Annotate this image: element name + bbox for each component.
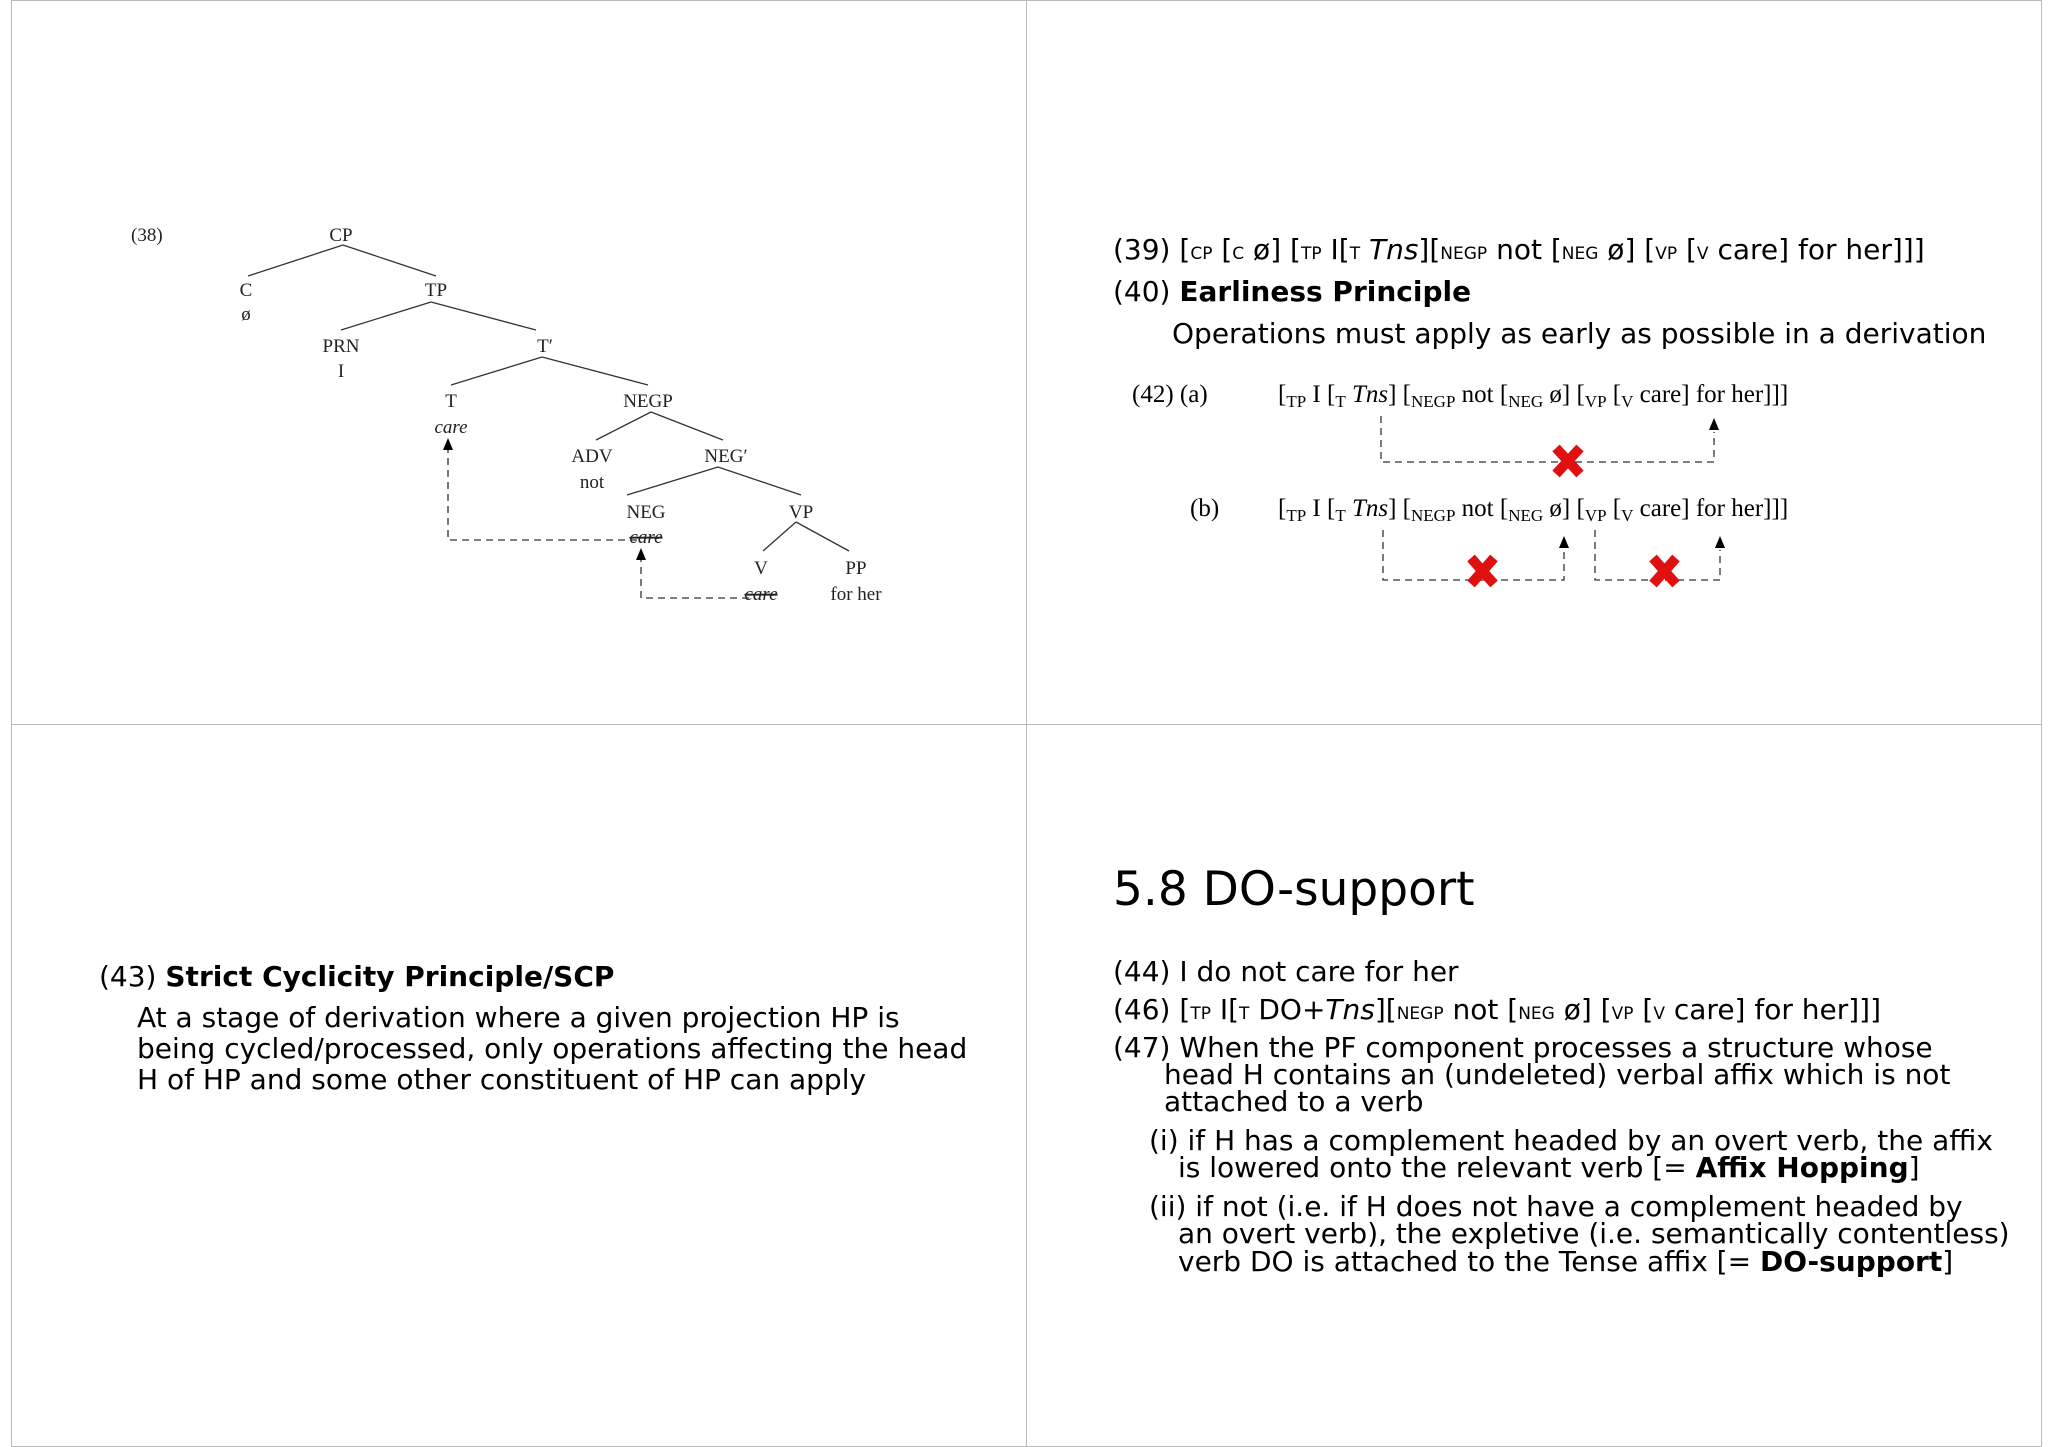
example-47-line-2: head H contains an (undeleted) verbal affix which is not	[1164, 1058, 1951, 1091]
node-pp-value: for her	[830, 584, 882, 605]
node-v: V	[754, 558, 768, 579]
node-t: T	[445, 391, 457, 412]
node-adv-value: not	[579, 472, 605, 493]
blocked-cross-icon	[1653, 558, 1676, 584]
arrowhead-to-neg	[636, 548, 646, 560]
example-47-ii-line-3: verb DO is attached to the Tense affix [= DO-support]	[1178, 1245, 1954, 1278]
scp-text-line-1: At a stage of derivation where a given projection HP is	[137, 1001, 900, 1034]
arrowhead-42b-1	[1559, 536, 1569, 548]
example-47-i-line-2: is lowered onto the relevant verb [= Affix Hopping]	[1178, 1151, 1920, 1184]
node-prn: PRN	[322, 336, 360, 357]
example-42a-label: (42) (a)	[1132, 381, 1208, 408]
scp-text-line-2: being cycled/processed, only operations affecting the head	[137, 1032, 968, 1065]
syntax-tree-38	[11, 0, 1027, 725]
node-c: C	[239, 280, 253, 301]
node-vp: VP	[788, 502, 814, 523]
movement-diagram-42	[1026, 0, 2042, 725]
node-cp: CP	[329, 225, 353, 246]
node-neg-value-struck: care	[629, 527, 663, 548]
node-tp: TP	[424, 280, 448, 301]
example-44: (44) I do not care for her	[1113, 955, 1459, 988]
node-prn-value: I	[337, 361, 345, 382]
example-47-i-line-1: (i) if H has a complement headed by an overt verb, the affix	[1149, 1124, 1993, 1157]
arrowhead-42a	[1709, 418, 1719, 430]
example-46: (46) [TP I[T DO+Tns][NEGP not [NEG ø] [VP [V care] for her]]]	[1113, 993, 1882, 1026]
example-43-heading: (43) Strict Cyclicity Principle/SCP	[99, 960, 615, 993]
node-adv: ADV	[571, 446, 613, 467]
node-neg-bar: NEG′	[704, 446, 748, 467]
tree-branches	[248, 245, 849, 551]
node-v-value-struck: care	[744, 584, 778, 605]
example-42b-bracketing: [$_{TP}$ I [$_T$ Tns] [$_{NEGP}$ not [$_{NEG}$ ø] [$_{VP}$ [$_V$ care] for her]]]	[1278, 495, 1789, 525]
node-neg: NEG	[626, 502, 666, 523]
example-47-line-1: (47) When the PF component processes a structure whose	[1113, 1031, 1933, 1064]
example-42b-label: (b)	[1190, 495, 1220, 522]
section-heading: 5.8 DO-support	[1113, 862, 1475, 917]
example-39: (39) [CP [C ø] [TP I[T Tns][NEGP not [NEG ø] [VP [V care] for her]]]	[1113, 233, 1925, 266]
node-negp: NEGP	[623, 391, 673, 412]
example-47-ii-line-2: an overt verb), the expletive (i.e. semantically contentless)	[1178, 1217, 2010, 1250]
example-47-ii-line-1: (ii) if not (i.e. if H does not have a complement headed by	[1149, 1190, 1963, 1223]
movement-paths	[448, 446, 749, 598]
example-42a-bracketing: [$_{TP}$ I [$_T$ Tns] [$_{NEGP}$ not [$_{NEG}$ ø] [$_{VP}$ [$_V$ care] for her]]]	[1278, 381, 1789, 411]
node-c-value: ø	[241, 304, 251, 325]
blocked-cross-icon	[1556, 448, 1580, 474]
earliness-principle-text: Operations must apply as early as possible in a derivation	[1172, 317, 1987, 350]
example-40-heading: (40) Earliness Principle	[1113, 275, 1472, 308]
arrowhead-to-t	[443, 438, 453, 450]
arrowhead-42b-2	[1715, 536, 1725, 548]
scp-text-line-3: H of HP and some other constituent of HP can apply	[137, 1063, 867, 1096]
node-t-bar: T′	[537, 336, 553, 357]
example-47-line-3: attached to a verb	[1164, 1085, 1424, 1118]
example-number-38: (38)	[131, 225, 163, 246]
node-t-value: care	[434, 417, 468, 438]
node-pp: PP	[845, 558, 867, 579]
